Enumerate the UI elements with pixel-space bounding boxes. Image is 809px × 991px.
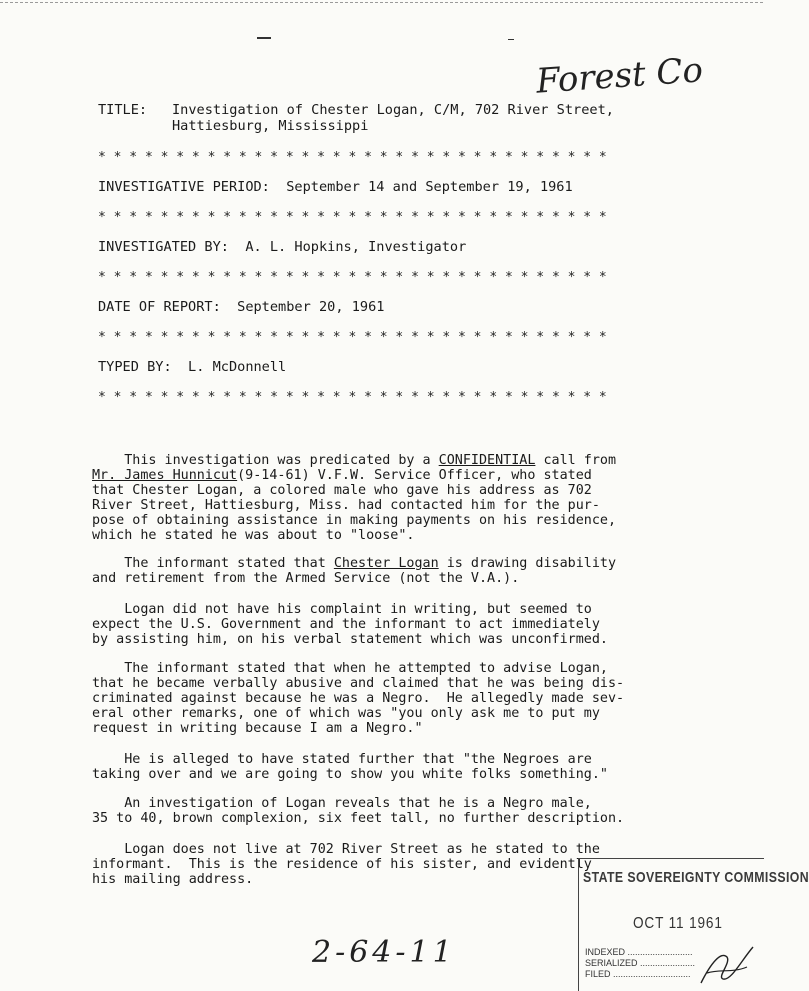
stamp-filed-label: FILED	[585, 969, 611, 979]
confidential-marking: CONFIDENTIAL	[438, 453, 536, 468]
text-line: Logan did not have his complaint in writing, but seemed to	[92, 602, 592, 617]
scan-speck	[257, 37, 271, 39]
title-line-1: Investigation of Chester Logan, C/M, 702 River Street,	[172, 102, 614, 118]
paragraph-5	[92, 752, 692, 782]
text-line: by assisting him, on his verbal statement which was unconfirmed.	[92, 632, 608, 647]
paragraph-6	[92, 796, 692, 826]
separator: * * * * * * * * * * * * * * * * * * * * * * * * * * * * * * * * *	[98, 330, 607, 345]
text-line: his mailing address.	[92, 872, 254, 887]
title-label: TITLE:	[98, 102, 148, 118]
text-line: is drawing disability	[438, 556, 617, 571]
text-line: Logan does not live at 702 River Street as he stated to the	[92, 842, 600, 857]
paragraph-2	[92, 556, 692, 586]
text-line: taking over and we are going to show you white folks something."	[92, 767, 608, 782]
handwritten-file-number: 2-64-11	[312, 935, 456, 970]
paragraph-4	[92, 661, 692, 736]
stamp-serialized: SERIALIZED ......................	[585, 958, 696, 968]
text-line: pose of obtaining assistance in making payments on his residence,	[92, 513, 617, 528]
separator: * * * * * * * * * * * * * * * * * * * * * * * * * * * * * * * * *	[98, 390, 607, 405]
stamp-serialized-label: SERIALIZED	[585, 958, 638, 968]
separator: * * * * * * * * * * * * * * * * * * * * * * * * * * * * * * * * *	[98, 270, 607, 285]
text-line: This investigation was predicated by a	[92, 453, 439, 468]
text-line: He is alleged to have stated further that "the Negroes are	[92, 752, 592, 767]
text-line: request in writing because I am a Negro."	[92, 721, 423, 736]
initials-scribble	[697, 943, 757, 989]
text-line: call from	[535, 453, 617, 468]
commission-received-stamp	[578, 858, 809, 991]
title-line-2: Hattiesburg, Mississippi	[172, 118, 369, 134]
typed-by: TYPED BY: L. McDonnell	[98, 359, 287, 375]
scan-speck	[508, 39, 514, 40]
text-line: The informant stated that	[92, 556, 334, 571]
investigated-by: INVESTIGATED BY: A. L. Hopkins, Investigator	[98, 239, 467, 255]
date-of-report: DATE OF REPORT: September 20, 1961	[98, 299, 385, 315]
stamp-title: STATE SOVEREIGNTY COMMISSION	[583, 869, 809, 886]
paragraph-3	[92, 602, 692, 647]
text-line: that he became verbally abusive and claimed that he was being dis-	[92, 676, 625, 691]
handwritten-county-note: Forest Co	[534, 50, 705, 102]
separator: * * * * * * * * * * * * * * * * * * * * * * * * * * * * * * * * *	[98, 150, 607, 165]
paragraph-1	[92, 453, 692, 543]
informant-name: Mr. James Hunnicut	[92, 468, 238, 483]
text-line: informant. This is the residence of his sister, and evidently	[92, 857, 592, 872]
text-line: River Street, Hattiesburg, Miss. had contacted him for the pur-	[92, 498, 600, 513]
separator: * * * * * * * * * * * * * * * * * * * * * * * * * * * * * * * * *	[98, 210, 607, 225]
text-line: criminated against because he was a Negro. He allegedly made sev-	[92, 691, 625, 706]
scan-edge-line	[0, 2, 763, 3]
text-line: An investigation of Logan reveals that he is a Negro male,	[92, 796, 592, 811]
stamp-indexed: INDEXED ..........................	[585, 947, 693, 957]
text-line: eral other remarks, one of which was "you only ask me to put my	[92, 706, 600, 721]
text-line: (9-14-61) V.F.W. Service Officer, who stated	[237, 468, 592, 483]
investigative-period: INVESTIGATIVE PERIOD: September 14 and September 19, 1961	[98, 179, 573, 195]
stamp-indexed-label: INDEXED	[585, 947, 626, 957]
text-line: and retirement from the Armed Service (not the V.A.).	[92, 571, 520, 586]
text-line: that Chester Logan, a colored male who gave his address as 702	[92, 483, 592, 498]
text-line: which he stated he was about to "loose".	[92, 528, 415, 543]
text-line: The informant stated that when he attempted to advise Logan,	[92, 661, 608, 676]
subject-name: Chester Logan	[333, 556, 439, 571]
text-line: expect the U.S. Government and the informant to act immediately	[92, 617, 600, 632]
stamp-filed: FILED ...............................	[585, 969, 691, 979]
text-line: 35 to 40, brown complexion, six feet tall, no further description.	[92, 811, 625, 826]
stamp-date: OCT 11 1961	[633, 915, 723, 932]
